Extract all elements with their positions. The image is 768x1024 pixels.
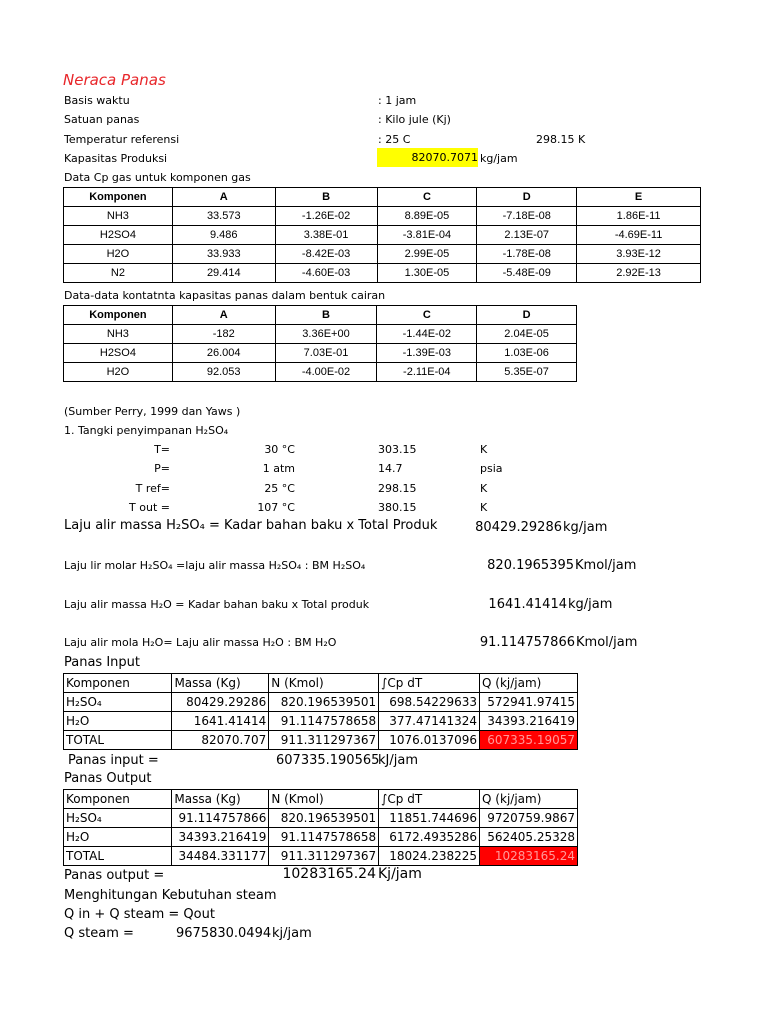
satuan-panas-value: : Kilo jule (Kj) [378,113,451,126]
table-cell: -5.48E-09 [477,264,577,283]
table-cell: NH3 [64,325,173,344]
column-header: D [477,188,577,207]
condition-label: T= [154,443,170,456]
table-cell: -4.00E-02 [275,363,377,382]
table-cell: 572941.97415 [480,693,578,712]
condition-unit: K [480,443,488,456]
table-cell: 3.36E+00 [275,325,377,344]
basis-waktu-label: Basis waktu [64,94,130,107]
table-cell: H2SO4 [64,344,173,363]
table-cell: 33.933 [172,245,275,264]
condition-label: T out = [129,501,170,514]
panas-output-caption: Panas Output [64,771,152,786]
table-cell: -4.69E-11 [577,226,701,245]
panas-output-summary-label: Panas output = [64,868,165,883]
source-note: (Sumber Perry, 1999 dan Yaws ) [64,405,241,418]
liquid-cp-table [63,305,577,382]
formula-text: Laju alir mola H₂O= Laju alir massa H₂O : BM H₂O [64,636,337,649]
table-cell: 80429.29286 [172,693,269,712]
table-cell: 91.1147578658 [269,828,379,847]
table-cell: 8.89E-05 [377,207,477,226]
steam-heading: Menghitungan Kebutuhan steam [64,888,277,903]
column-header: Massa (Kg) [172,674,269,693]
table-cell: 6172.4935286 [379,828,480,847]
table-cell: -3.81E-04 [377,226,477,245]
table-cell: 1.03E-06 [477,344,577,363]
table-cell: 11851.744696 [379,809,480,828]
condition-unit: K [480,501,488,514]
table-cell: 9.486 [172,226,275,245]
table-header-row [64,188,701,207]
column-header: C [377,306,477,325]
formula-text: Laju lir molar H₂SO₄ =laju alir massa H₂SO₄ : BM H₂SO₄ [64,559,366,572]
column-header: A [172,306,275,325]
table-cell: 820.196539501 [269,809,379,828]
table-cell: H₂O [64,828,172,847]
table-cell: 5.35E-07 [477,363,577,382]
temperatur-referensi-value: : 25 C [378,133,411,146]
table-cell: -1.78E-08 [477,245,577,264]
table-row [64,363,577,382]
total-q-cell: 10283165.24 [480,847,578,866]
table-header-row [64,674,578,693]
column-header: Massa (Kg) [172,790,269,809]
panas-input-summary-value: 607335.190565 [276,753,380,768]
formula-text: Laju alir massa H₂O = Kadar bahan baku x Total produk [64,598,370,611]
column-header: Q (kj/jam) [480,674,578,693]
panas-input-table [63,673,578,750]
temperatur-referensi-label: Temperatur referensi [64,133,180,146]
table-cell: -1.26E-02 [275,207,377,226]
condition-value: 30 °C [264,443,295,456]
condition-converted: 14.7 [378,462,403,475]
condition-converted: 298.15 [378,482,417,495]
condition-value: 25 °C [264,482,295,495]
panas-input-summary-label: Panas input = [68,753,159,768]
table-row [64,712,578,731]
table-row [64,325,577,344]
table-cell: 7.03E-01 [275,344,377,363]
table-cell: -8.42E-03 [275,245,377,264]
steam-equation: Q in + Q steam = Qout [64,907,215,922]
table-row [64,847,578,866]
column-header: ∫Cp dT [379,790,480,809]
table-cell: 2.92E-13 [577,264,701,283]
basis-waktu-value: : 1 jam [378,94,417,107]
table-cell: 34393.216419 [172,828,269,847]
formula-value: 91.114757866 [479,635,575,650]
panas-output-summary-unit: Kj/jam [378,866,422,882]
kapasitas-produksi-label: Kapasitas Produksi [64,152,168,165]
column-header: Komponen [64,790,172,809]
formula-value: 80429.29286 [475,520,562,535]
condition-label: P= [154,462,170,475]
table-cell: NH3 [64,207,173,226]
panas-output-table [63,789,578,866]
table-cell: 34484.331177 [172,847,269,866]
table-cell: N2 [64,264,173,283]
table-cell: H2O [64,363,173,382]
table-cell: 34393.216419 [480,712,578,731]
table-cell: H2O [64,245,173,264]
table-row [64,693,578,712]
table-cell: 911.311297367 [269,731,379,750]
table-cell: 29.414 [172,264,275,283]
table-cell: -4.60E-03 [275,264,377,283]
table-cell: 1.30E-05 [377,264,477,283]
table-cell: 1076.0137096 [379,731,480,750]
table-cell: -7.18E-08 [477,207,577,226]
condition-converted: 303.15 [378,443,417,456]
column-header: C [377,188,477,207]
panas-output-summary-value: 10283165.24 [282,866,376,882]
table-cell: TOTAL [64,731,172,750]
table-header-row [64,306,577,325]
table-cell: 3.93E-12 [577,245,701,264]
column-header: Komponen [64,188,173,207]
table-cell: 82070.707 [172,731,269,750]
formula-text: Laju alir massa H₂SO₄ = Kadar bahan baku x Total Produk [64,518,438,533]
table-cell: 1641.41414 [172,712,269,731]
column-header: D [477,306,577,325]
column-header: N (Kmol) [269,674,379,693]
total-q-cell: 607335.19057 [480,731,578,750]
table-cell: 2.13E-07 [477,226,577,245]
table-row [64,828,578,847]
column-header: A [172,188,275,207]
condition-value: 107 °C [257,501,295,514]
condition-converted: 380.15 [378,501,417,514]
condition-unit: psia [480,462,503,475]
section-heading: 1. Tangki penyimpanan H₂SO₄ [64,424,229,437]
column-header: E [577,188,701,207]
panas-input-caption: Panas Input [64,655,140,670]
table-cell: TOTAL [64,847,172,866]
table-cell: 2.04E-05 [477,325,577,344]
temperatur-referensi-kelvin: 298.15 K [536,133,586,146]
table-cell: 26.004 [172,344,275,363]
table-cell: 91.114757866 [172,809,269,828]
table-row [64,809,578,828]
table-cell: -1.39E-03 [377,344,477,363]
column-header: B [275,306,377,325]
steam-label: Q steam = [64,926,134,941]
table-cell: 562405.25328 [480,828,578,847]
condition-value: 1 atm [262,462,295,475]
table-cell: 698.54229633 [379,693,480,712]
table-cell: 33.573 [172,207,275,226]
table-cell: 377.47141324 [379,712,480,731]
column-header: Q (kj/jam) [480,790,578,809]
steam-value: 9675830.0494 [176,926,272,941]
condition-unit: K [480,482,488,495]
gas-table-caption: Data Cp gas untuk komponen gas [64,171,251,184]
formula-unit: kg/jam [563,520,608,535]
column-header: Komponen [64,306,173,325]
table-cell: 18024.238225 [379,847,480,866]
table-row [64,207,701,226]
table-row [64,245,701,264]
formula-value: 820.1965395 [487,558,574,573]
table-cell: H₂SO₄ [64,693,172,712]
table-cell: 3.38E-01 [275,226,377,245]
table-cell: 92.053 [172,363,275,382]
liquid-table-caption: Data-data kontatnta kapasitas panas dalam bentuk cairan [64,289,386,302]
formula-unit: kg/jam [568,597,613,612]
satuan-panas-label: Satuan panas [64,113,140,126]
column-header: Komponen [64,674,172,693]
table-cell: 9720759.9867 [480,809,578,828]
table-row [64,344,577,363]
table-cell: 91.1147578658 [269,712,379,731]
table-cell: H₂SO₄ [64,809,172,828]
table-cell: -1.44E-02 [377,325,477,344]
column-header: B [275,188,377,207]
table-row [64,264,701,283]
table-row [64,731,578,750]
table-cell: H2SO4 [64,226,173,245]
formula-unit: Kmol/jam [575,558,637,573]
table-cell: 911.311297367 [269,847,379,866]
formula-value: 1641.41414 [488,597,567,612]
table-row [64,226,701,245]
table-cell: -2.11E-04 [377,363,477,382]
kapasitas-produksi-unit: kg/jam [480,152,518,165]
formula-unit: Kmol/jam [576,635,638,650]
steam-unit: kj/jam [272,926,312,941]
table-cell: 1.86E-11 [577,207,701,226]
page-title: Neraca Panas [63,71,166,89]
table-cell: 820.196539501 [269,693,379,712]
table-cell: H₂O [64,712,172,731]
panas-input-summary-unit: kJ/jam [378,753,418,768]
table-cell: 2.99E-05 [377,245,477,264]
column-header: N (Kmol) [269,790,379,809]
table-cell: -182 [172,325,275,344]
column-header: ∫Cp dT [379,674,480,693]
condition-label: T ref= [135,482,170,495]
gas-cp-table [63,187,701,283]
kapasitas-produksi-value: 82070.7071 [377,148,478,167]
table-header-row [64,790,578,809]
